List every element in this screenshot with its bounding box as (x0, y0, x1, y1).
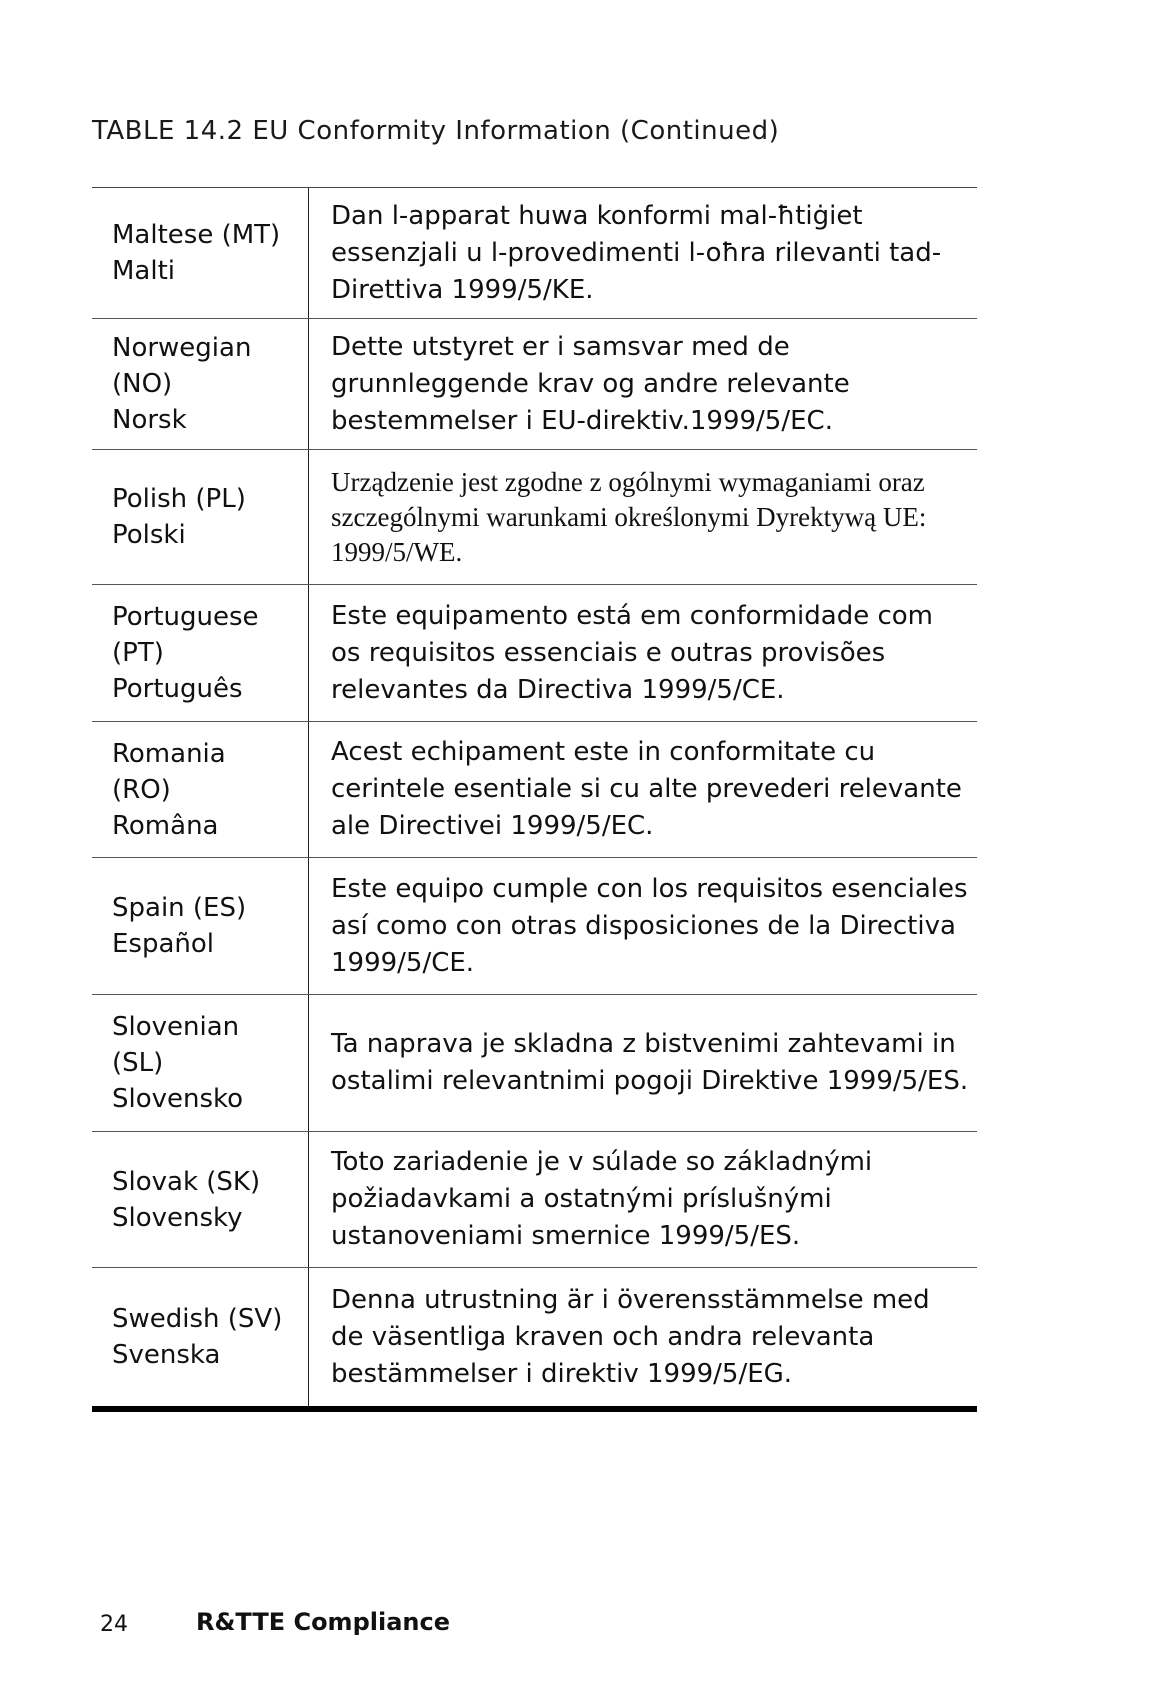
language-cell (92, 995, 309, 1131)
table-caption: TABLE 14.2 EU Conformity Information (Continued) (92, 116, 780, 146)
language-line: Español (112, 929, 215, 959)
table-row (92, 450, 977, 585)
language-line: Svenska (112, 1340, 221, 1370)
footer-title: R&TTE Compliance (196, 1608, 450, 1636)
language-line: Spain (ES) (112, 893, 247, 923)
table-row (92, 188, 977, 319)
conformity-text-cell: Ta naprava je skladna z bistvenimi zahtevami in ostalimi relevantnimi pogoji Direktive 1999/5/ES. (331, 1029, 969, 1096)
language-line: (NO) (112, 369, 173, 399)
language-cell (92, 858, 309, 994)
language-cell (92, 319, 309, 449)
language-line: Polski (112, 520, 186, 550)
language-line: Swedish (SV) (112, 1304, 283, 1334)
page-number: 24 (100, 1612, 128, 1637)
language-cell (92, 188, 309, 318)
table-row (92, 1132, 977, 1268)
table-row (92, 319, 977, 450)
language-line: Maltese (MT) (112, 220, 281, 250)
language-line: (SL) (112, 1048, 164, 1078)
conformity-text-cell: Toto zariadenie je v súlade so základnými požiadavkami a ostatnými príslušnými ustanoveniami smernice 1999/5/ES. (331, 1147, 873, 1251)
language-line: Româna (112, 810, 219, 841)
language-line: Polish (PL) (112, 484, 246, 514)
conformity-text-cell: Este equipamento está em conformidade com os requisitos essenciais e outras provisões relevantes da Directiva 1999/5/CE. (331, 600, 934, 705)
conformity-text-cell: Dette utstyret er i samsvar med de grunnleggende krav og andre relevante bestemmelser i EU-direktiv.1999/5/EC. (331, 331, 850, 436)
language-line: Norwegian (112, 333, 252, 363)
language-cell (92, 450, 309, 584)
language-line: Slovenian (112, 1012, 240, 1042)
language-line: Romania (112, 738, 226, 769)
conformity-text-cell: Acest echipament este in conformitate cu cerintele esentiale si cu alte prevederi relevante ale Directivei 1999/5/EC. (331, 737, 962, 841)
language-line: Slovensky (112, 1202, 243, 1233)
conformity-text-cell: Dan l-apparat huwa konformi mal-ħtiġiet essenzjali u l-provedimenti l-oħra rilevanti tad-Direttiva 1999/5/KE. (331, 200, 942, 305)
language-cell (92, 1132, 309, 1267)
language-line: Norsk (112, 405, 187, 435)
language-line: (PT) (112, 638, 164, 668)
table-row (92, 1268, 977, 1412)
language-line: Slovak (SK) (112, 1166, 261, 1197)
table-row (92, 722, 977, 858)
language-line: Portuguese (112, 602, 259, 632)
language-cell (92, 1268, 309, 1406)
language-line: Português (112, 674, 243, 704)
conformity-text-cell: Este equipo cumple con los requisitos esenciales así como con otras disposiciones de la Directiva 1999/5/CE. (331, 873, 968, 978)
language-line: Slovensko (112, 1084, 244, 1114)
conformity-text-cell: Urządzenie jest zgodne z ogólnymi wymaganiami oraz szczególnymi warunkami określonymi Dyrektywą UE: 1999/5/WE. (331, 466, 927, 567)
language-cell (92, 585, 309, 721)
table-row (92, 585, 977, 722)
language-line: (RO) (112, 774, 171, 805)
language-cell (92, 722, 309, 857)
language-line: Malti (112, 256, 176, 286)
conformity-text-cell: Denna utrustning är i överensstämmelse med de väsentliga kraven och andra relevanta bestämmelser i direktiv 1999/5/EG. (331, 1284, 930, 1389)
table-row (92, 858, 977, 995)
table-row (92, 995, 977, 1132)
conformity-table (92, 187, 977, 1412)
